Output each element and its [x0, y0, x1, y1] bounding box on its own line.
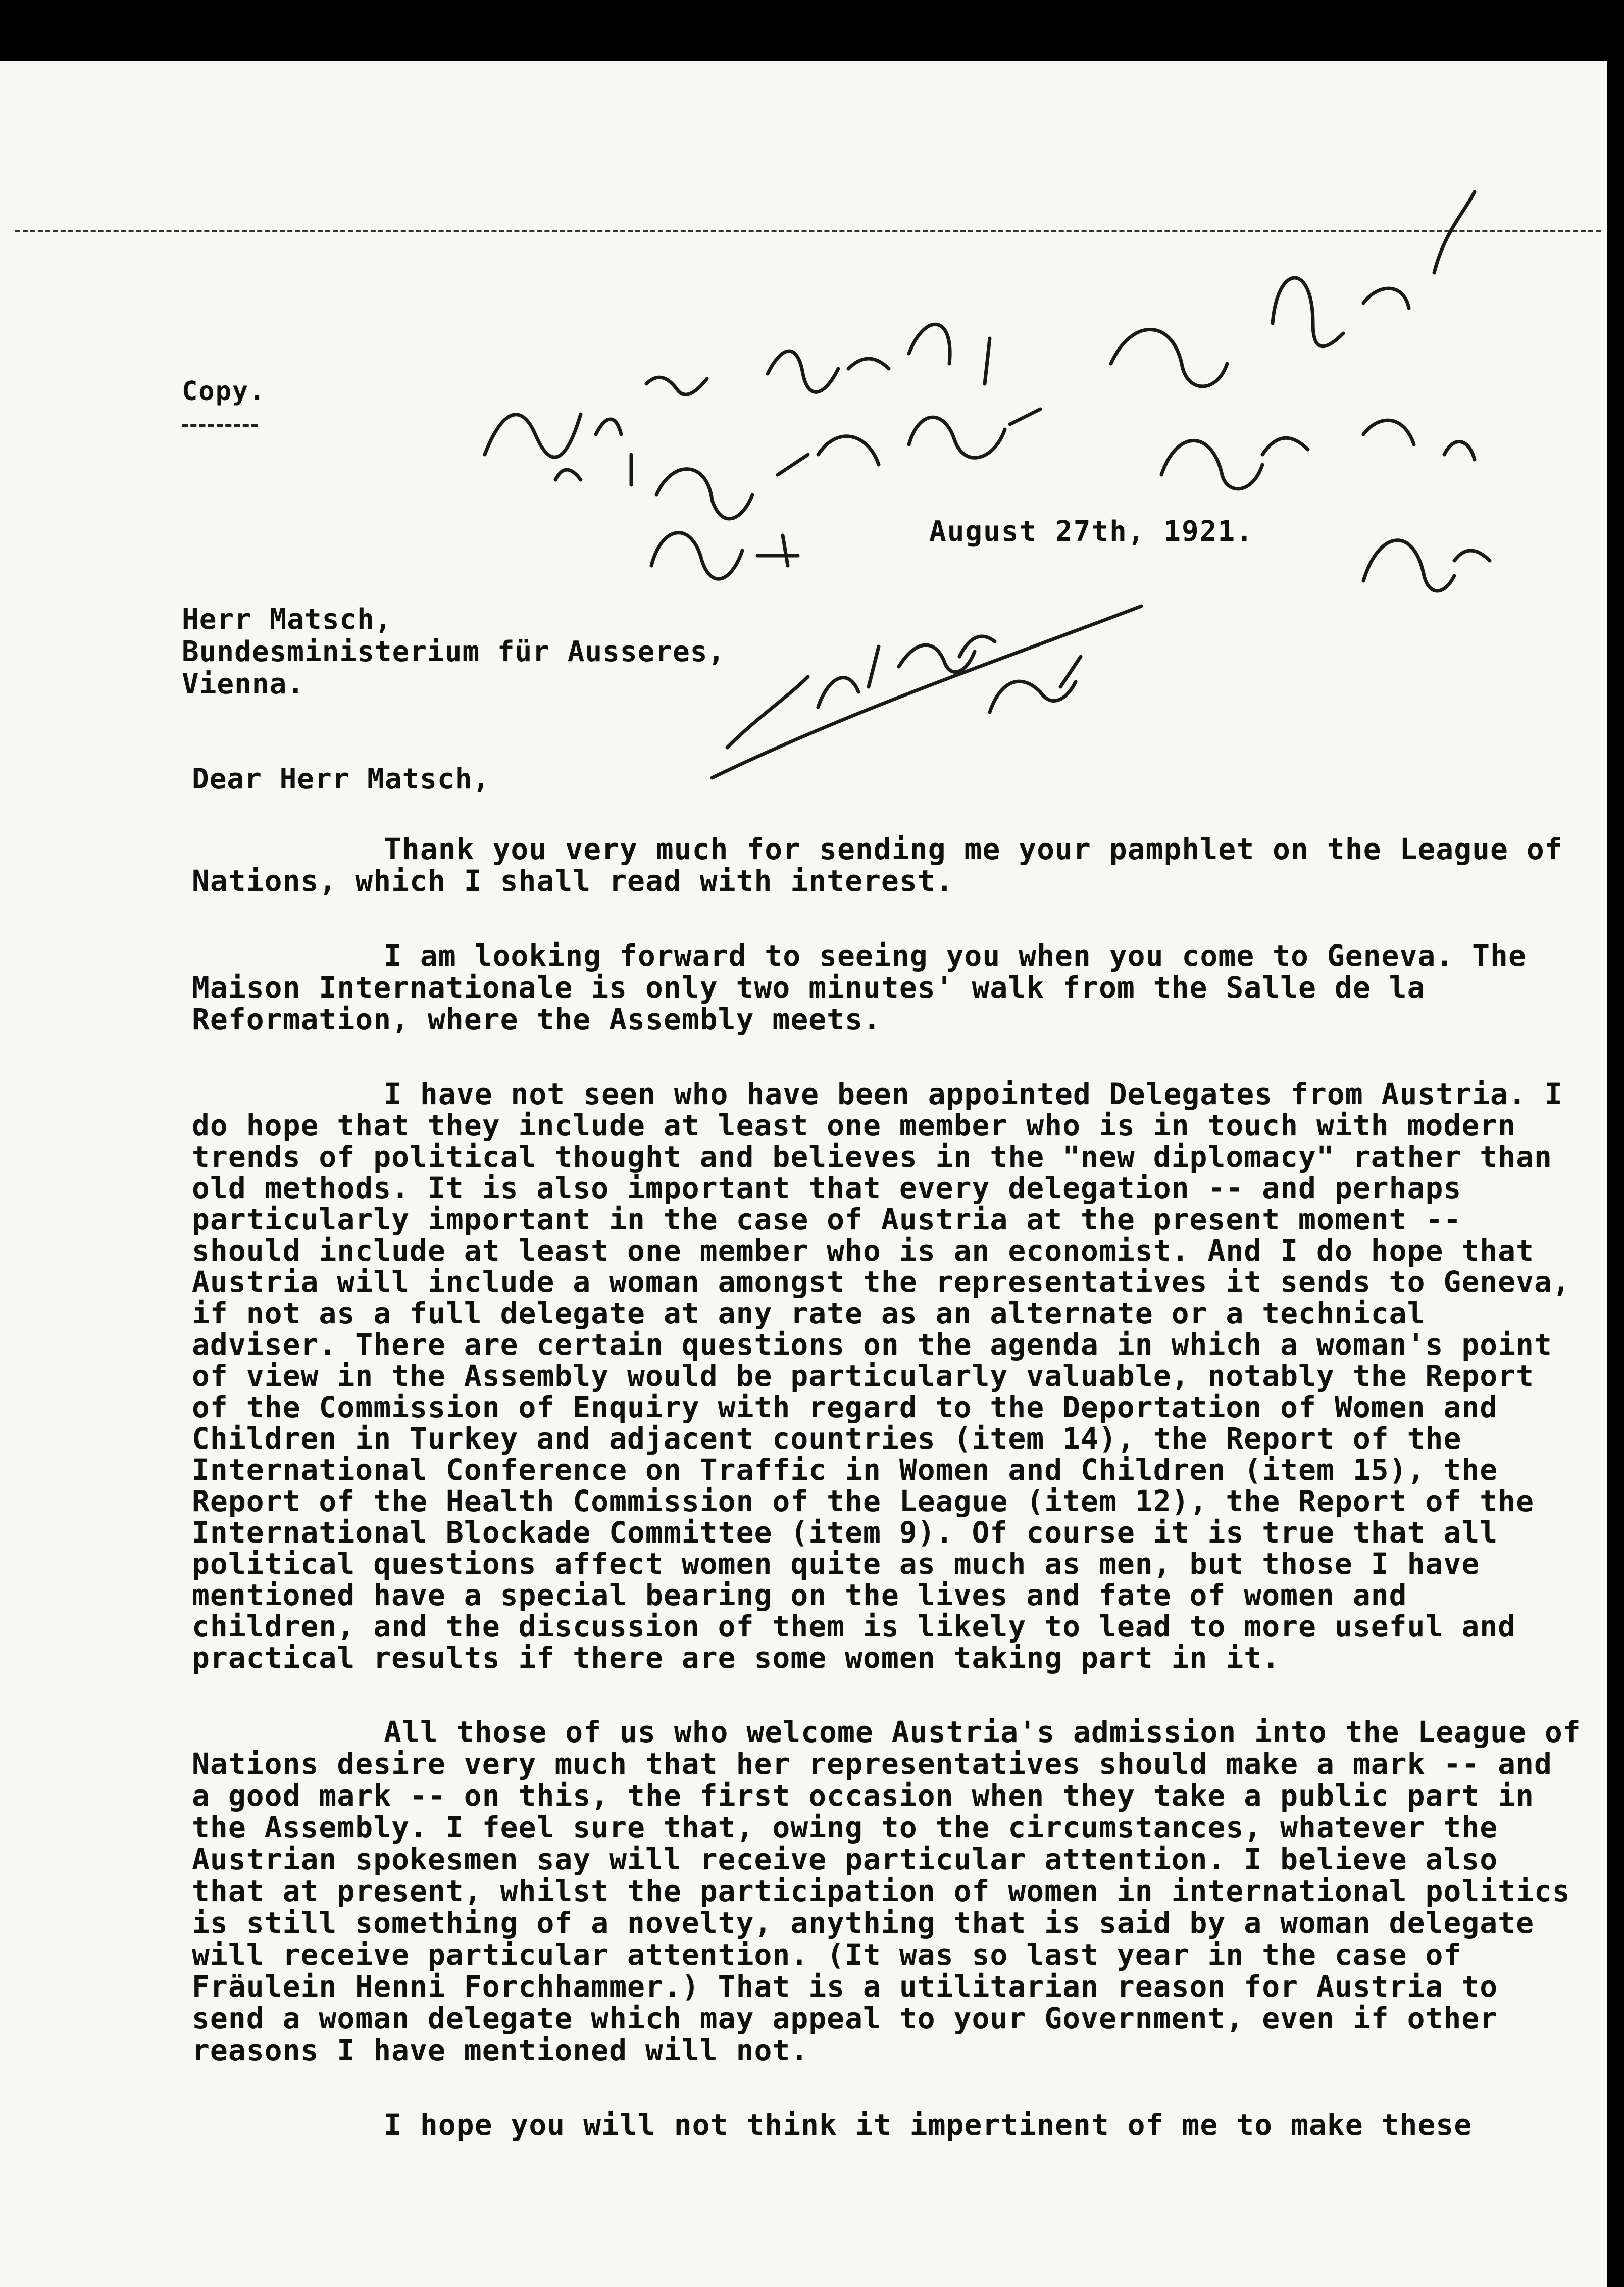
paragraph: All those of us who welcome Austria's admission into the League of Nations desire very much that her representatives should make a mark -- and a good mark -- on this, the first occasion when they take a public part in the Assembly. I feel sure that, owing to the circumstances, whatever the Austrian spokesmen say will receive particular attention. I believe also that at present, whilst the participation of women in international politics is still something of a novelty, anything that is said by a woman delegate will receive particular attention. (It was so last year in the case of Fräulein Henni Forchhammer.) That is a utilitarian reason for Austria to send a woman delegate which may appeal to your Government, even if other reasons I have mentioned will not.: [192, 1715, 1581, 2067]
copy-underline: [182, 424, 258, 427]
scan-border-top: [0, 0, 1624, 61]
address-line: Herr Matsch,: [182, 603, 392, 636]
copy-label: Copy.: [182, 376, 266, 407]
paragraph: Thank you very much for sending me your pamphlet on the League of Nations, which I shall read with interest.: [192, 832, 1563, 898]
letter-body: [192, 798, 1586, 2176]
scan-border-right: [1607, 0, 1624, 2287]
paragraph: I have not seen who have been appointed Delegates from Austria. I do hope that they include at least one member who is in touch with modern trends of political thought and believes in the "new diplomacy" rather than old methods. It is also important that every delegation -- and perhaps particularly important in the case of Austria at the present moment -- should include at least one member who is an economist. And I do hope that Austria will include a woman amongst the representatives it sends to Geneva, if not as a full delegate at any rate as an alternate or a technical adviser. There are certain questions on the agenda in which a woman's point of view in the Assembly would be particularly valuable, notably the Report of the Commission of Enquiry with regard to the Deportation of Women and Children in Turkey and adjacent countries (item 14), the Report of the International Conference on Traffic in Women and Children (item 15), the Report of the Health Commission of the League (item 12), the Report of the International Blockade Committee (item 9). Of course it is true that all political questions affect women quite as much as men, but those I have mentioned have a special bearing on the lives and fate of women and children, and the discussion of them is likely to lead to more useful and practical results if there are some women taking part in it.: [192, 1077, 1570, 1675]
handwritten-annotations: [0, 0, 1624, 859]
recipient-address: [182, 604, 725, 701]
letter-date: August 27th, 1921.: [929, 515, 1254, 548]
scan-dashed-rule: [15, 230, 1601, 232]
salutation: Dear Herr Matsch,: [192, 763, 490, 796]
address-line: Vienna.: [182, 668, 305, 701]
paragraph: I am looking forward to seeing you when you come to Geneva. The Maison Internationale is only two minutes' walk from the Salle de la Reformation, where the Assembly meets.: [192, 938, 1527, 1036]
paragraph: I hope you will not think it impertinent of me to make these: [384, 2108, 1473, 2142]
address-line: Bundesministerium für Ausseres,: [182, 635, 726, 668]
